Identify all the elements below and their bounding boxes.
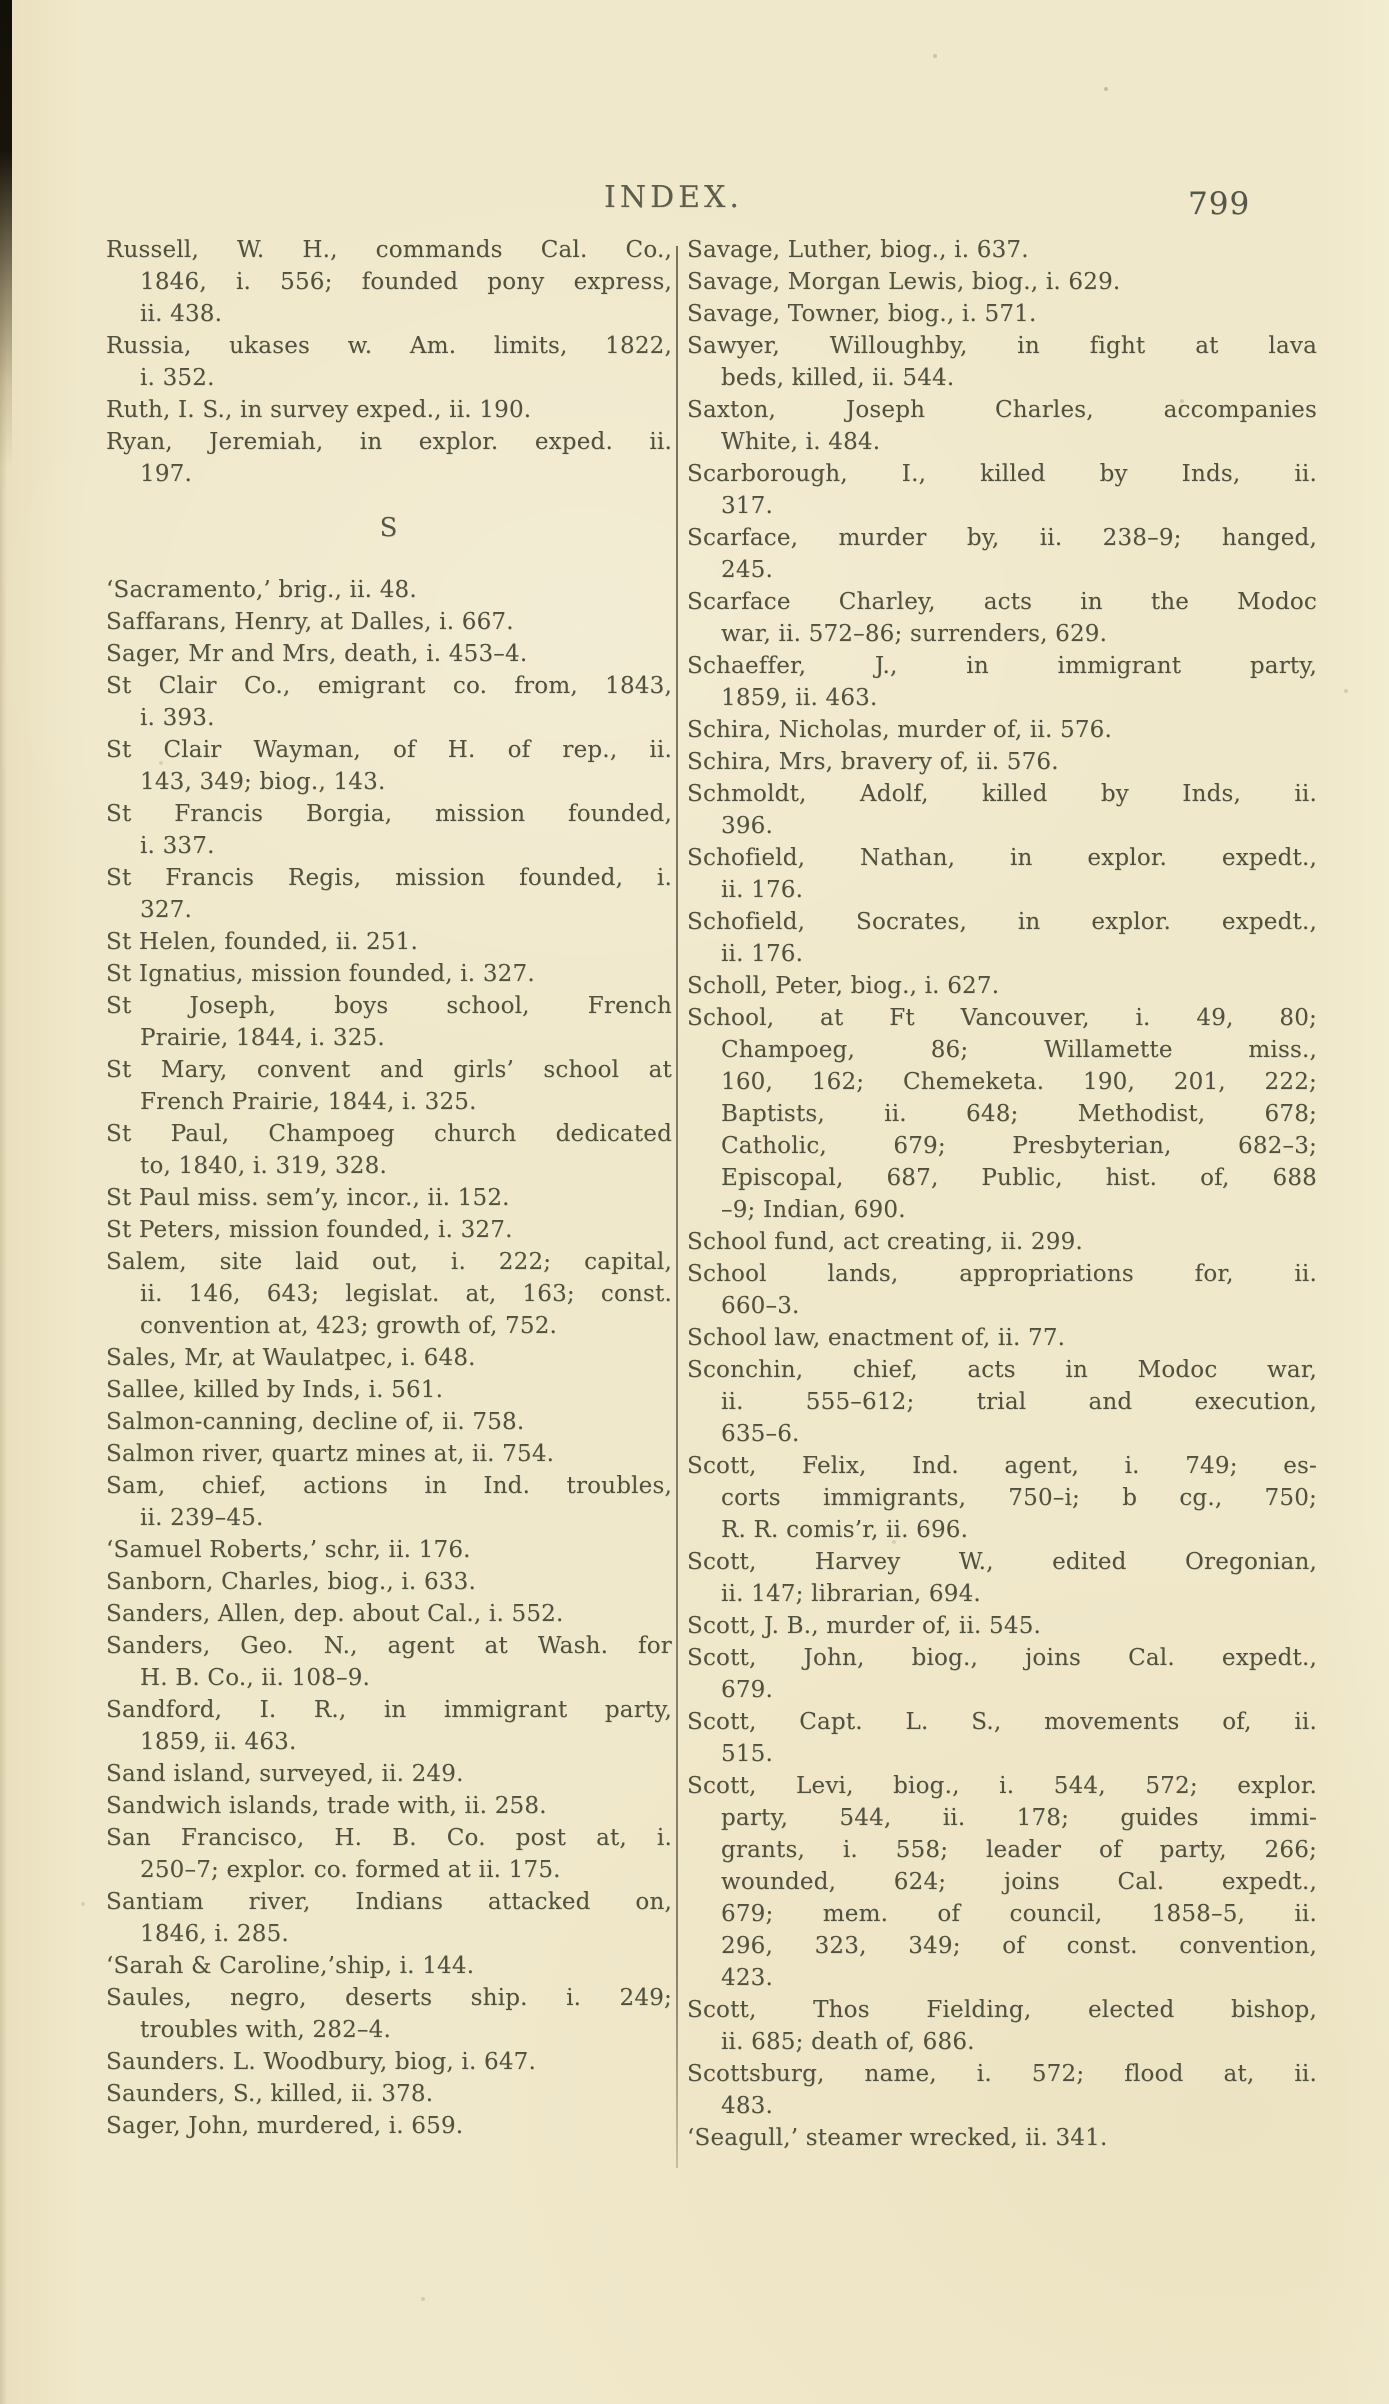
entry-line: 160, 162; Chemeketa. 190, 201, 222; — [721, 1069, 1317, 1095]
index-entry — [106, 1790, 672, 1822]
entry-line: 679; mem. of council, 1858–5, ii. — [721, 1901, 1317, 1927]
entry-line: Ruth, I. S., in survey exped., ii. 190. — [106, 397, 532, 423]
entry-line: 423. — [721, 1965, 774, 1991]
entry-line: Saffarans, Henry, at Dalles, i. 667. — [106, 609, 514, 635]
index-entry — [106, 2046, 672, 2078]
entry-line: Schmoldt, Adolf, killed by Inds, ii. — [687, 781, 1317, 807]
index-entry — [106, 394, 672, 426]
index-entry — [106, 1438, 672, 1470]
entry-line: i. 352. — [140, 365, 215, 391]
page-number: 799 — [1188, 186, 1251, 222]
entry-line: Saunders. L. Woodbury, biog, i. 647. — [106, 2049, 536, 2075]
entry-line: H. B. Co., ii. 108–9. — [140, 1665, 371, 1691]
entry-line: Scott, Harvey W., edited Oregonian, — [687, 1549, 1317, 1575]
index-entry — [687, 266, 1317, 298]
entries-s-group — [106, 574, 672, 2142]
index-entry — [687, 1354, 1317, 1450]
entry-line: Prairie, 1844, i. 325. — [140, 1025, 385, 1051]
entry-line: Sawyer, Willoughby, in fight at lava — [687, 333, 1317, 359]
entry-line: 197. — [140, 461, 193, 487]
entry-line: 660–3. — [721, 1293, 800, 1319]
index-entry — [106, 958, 672, 990]
index-entry — [687, 746, 1317, 778]
entry-line: Schira, Mrs, bravery of, ii. 576. — [687, 749, 1059, 775]
index-entry — [687, 522, 1317, 586]
index-entry — [687, 586, 1317, 650]
index-entry — [106, 734, 672, 798]
index-entry — [106, 1950, 672, 1982]
entry-line: convention at, 423; growth of, 752. — [140, 1313, 558, 1339]
entry-line: 143, 349; biog., 143. — [140, 769, 386, 795]
entry-line: ii. 239–45. — [140, 1505, 264, 1531]
entry-line: White, i. 484. — [721, 429, 881, 455]
index-entry — [106, 1694, 672, 1758]
entry-line: Saules, negro, deserts ship. i. 249; — [106, 1985, 672, 2011]
entries-group-right — [687, 234, 1317, 2154]
entry-line: Scott, Felix, Ind. agent, i. 749; es- — [687, 1453, 1317, 1479]
entry-line: Sandford, I. R., in immigrant party, — [106, 1697, 672, 1723]
index-entry — [687, 394, 1317, 458]
index-entry — [687, 458, 1317, 522]
index-entry — [106, 1822, 672, 1886]
index-entry — [106, 606, 672, 638]
index-entry — [687, 234, 1317, 266]
entry-line: ii. 176. — [721, 877, 804, 903]
index-entry — [687, 1610, 1317, 1642]
entry-line: Russia, ukases w. Am. limits, 1822, — [106, 333, 672, 359]
entry-line: French Prairie, 1844, i. 325. — [140, 1089, 477, 1115]
scan-edge-shadow — [0, 0, 12, 470]
entry-line: Scott, Capt. L. S., movements of, ii. — [687, 1709, 1317, 1735]
entry-line: ii. 146, 643; legislat. at, 163; const. — [140, 1281, 672, 1307]
entry-line: ‘Samuel Roberts,’ schr, ii. 176. — [106, 1537, 471, 1563]
entry-line: war, ii. 572–86; surrenders, 629. — [721, 621, 1108, 647]
entries-r-group — [106, 234, 672, 490]
entry-line: Champoeg, 86; Willamette miss., — [721, 1037, 1317, 1063]
entry-line: beds, killed, ii. 544. — [721, 365, 955, 391]
index-entry — [106, 426, 672, 490]
entry-line: ii. 685; death of, 686. — [721, 2029, 975, 2055]
entry-line: Catholic, 679; Presbyterian, 682–3; — [721, 1133, 1317, 1159]
entry-line: Sager, John, murdered, i. 659. — [106, 2113, 464, 2139]
entry-line: 515. — [721, 1741, 774, 1767]
index-entry — [687, 1642, 1317, 1706]
index-entry — [106, 2110, 672, 2142]
index-entry — [687, 650, 1317, 714]
entry-line: 1846, i. 285. — [140, 1921, 289, 1947]
entry-line: Scarface Charley, acts in the Modoc — [687, 589, 1317, 615]
entry-line: St Clair Wayman, of H. of rep., ii. — [106, 737, 672, 763]
entry-line: grants, i. 558; leader of party, 266; — [721, 1837, 1317, 1863]
entry-line: Salmon-canning, decline of, ii. 758. — [106, 1409, 525, 1435]
entry-line: Scarface, murder by, ii. 238–9; hanged, — [687, 525, 1317, 551]
paper-specks — [0, 0, 2, 2]
entry-line: Salem, site laid out, i. 222; capital, — [106, 1249, 672, 1275]
entry-line: St Mary, convent and girls’ school at — [106, 1057, 672, 1083]
entry-line: Savage, Towner, biog., i. 571. — [687, 301, 1037, 327]
entry-line: School, at Ft Vancouver, i. 49, 80; — [687, 1005, 1317, 1031]
entry-line: School law, enactment of, ii. 77. — [687, 1325, 1066, 1351]
entry-line: Savage, Luther, biog., i. 637. — [687, 237, 1029, 263]
entry-line: Sam, chief, actions in Ind. troubles, — [106, 1473, 672, 1499]
index-entry — [106, 862, 672, 926]
index-entry — [687, 1226, 1317, 1258]
index-entry — [106, 670, 672, 734]
entry-line: troubles with, 282–4. — [140, 2017, 391, 2043]
entry-line: Scottsburg, name, i. 572; flood at, ii. — [687, 2061, 1317, 2087]
index-entry — [687, 1770, 1317, 1994]
index-entry — [106, 1054, 672, 1118]
index-entry — [106, 574, 672, 606]
entry-line: Scott, Levi, biog., i. 544, 572; explor. — [687, 1773, 1317, 1799]
entry-line: Schofield, Nathan, in explor. expedt., — [687, 845, 1317, 871]
entry-line: ii. 176. — [721, 941, 804, 967]
index-entry — [687, 330, 1317, 394]
index-entry — [106, 1630, 672, 1694]
index-column-right — [687, 234, 1317, 2154]
entry-line: Scholl, Peter, biog., i. 627. — [687, 973, 1000, 999]
index-entry — [106, 926, 672, 958]
entry-line: corts immigrants, 750–i; b cg., 750; — [721, 1485, 1317, 1511]
entry-line: ‘Seagull,’ steamer wrecked, ii. 341. — [687, 2125, 1108, 2151]
index-entry — [106, 1566, 672, 1598]
index-entry — [687, 1322, 1317, 1354]
entry-line: 245. — [721, 557, 774, 583]
index-entry — [106, 1406, 672, 1438]
entry-line: ‘Sarah & Caroline,’ship, i. 144. — [106, 1953, 475, 1979]
entry-line: School fund, act creating, ii. 299. — [687, 1229, 1083, 1255]
entry-line: St Francis Regis, mission founded, i. — [106, 865, 672, 891]
index-entry — [106, 1534, 672, 1566]
entry-line: Scott, J. B., murder of, ii. 545. — [687, 1613, 1042, 1639]
index-entry — [106, 1470, 672, 1534]
entry-line: Sanders, Allen, dep. about Cal., i. 552. — [106, 1601, 564, 1627]
entry-line: Savage, Morgan Lewis, biog., i. 629. — [687, 269, 1121, 295]
entry-line: 679. — [721, 1677, 774, 1703]
index-entry — [687, 906, 1317, 970]
index-entry — [106, 234, 672, 330]
index-entry — [106, 990, 672, 1054]
index-entry — [106, 1374, 672, 1406]
page-title: INDEX. — [604, 180, 743, 215]
index-entry — [687, 1994, 1317, 2058]
index-entry — [106, 1758, 672, 1790]
entry-line: Sandwich islands, trade with, ii. 258. — [106, 1793, 547, 1819]
entry-line: –9; Indian, 690. — [721, 1197, 906, 1223]
entry-line: party, 544, ii. 178; guides immi- — [721, 1805, 1317, 1831]
entry-line: 1859, ii. 463. — [721, 685, 878, 711]
entry-line: Baptists, ii. 648; Methodist, 678; — [721, 1101, 1317, 1127]
entry-line: 396. — [721, 813, 774, 839]
index-entry — [687, 842, 1317, 906]
entry-line: St Paul, Champoeg church dedicated — [106, 1121, 672, 1147]
index-entry — [106, 2078, 672, 2110]
entry-line: Schaeffer, J., in immigrant party, — [687, 653, 1317, 679]
entry-line: 1846, i. 556; founded pony express, — [140, 269, 672, 295]
index-entry — [687, 2058, 1317, 2122]
index-entry — [687, 1706, 1317, 1770]
index-entry — [106, 1598, 672, 1630]
entry-line: i. 393. — [140, 705, 215, 731]
entry-line: Sallee, killed by Inds, i. 561. — [106, 1377, 444, 1403]
entry-line: St Helen, founded, ii. 251. — [106, 929, 418, 955]
entry-line: Sanders, Geo. N., agent at Wash. for — [106, 1633, 672, 1659]
section-heading-s: S — [379, 513, 399, 543]
index-entry — [106, 330, 672, 394]
index-entry — [106, 1886, 672, 1950]
entry-line: St Peters, mission founded, i. 327. — [106, 1217, 513, 1243]
entry-line: Episcopal, 687, Public, hist. of, 688 — [721, 1165, 1317, 1191]
index-entry — [687, 2122, 1317, 2154]
entry-line: St Francis Borgia, mission founded, — [106, 801, 672, 827]
entry-line: Ryan, Jeremiah, in explor. exped. ii. — [106, 429, 672, 455]
entry-line: 296, 323, 349; of const. convention, — [721, 1933, 1317, 1959]
entry-line: Scott, Thos Fielding, elected bishop, — [687, 1997, 1317, 2023]
entry-line: San Francisco, H. B. Co. post at, i. — [106, 1825, 672, 1851]
entry-line: 1859, ii. 463. — [140, 1729, 297, 1755]
entry-line: School lands, appropriations for, ii. — [687, 1261, 1317, 1287]
entry-line: 327. — [140, 897, 193, 923]
entry-line: St Joseph, boys school, French — [106, 993, 672, 1019]
entry-line: Santiam river, Indians attacked on, — [106, 1889, 672, 1915]
index-entry — [106, 1182, 672, 1214]
column-divider — [676, 246, 678, 2168]
entry-line: wounded, 624; joins Cal. expedt., — [721, 1869, 1317, 1895]
entry-line: Saxton, Joseph Charles, accompanies — [687, 397, 1317, 423]
index-entry — [687, 1258, 1317, 1322]
entry-line: Sales, Mr, at Waulatpec, i. 648. — [106, 1345, 476, 1371]
entry-line: Saunders, S., killed, ii. 378. — [106, 2081, 434, 2107]
entry-line: Russell, W. H., commands Cal. Co., — [106, 237, 672, 263]
entry-line: ‘Sacramento,’ brig., ii. 48. — [106, 577, 417, 603]
entry-line: ii. 555–612; trial and execution, — [721, 1389, 1317, 1415]
index-entry — [687, 970, 1317, 1002]
entry-line: Sconchin, chief, acts in Modoc war, — [687, 1357, 1317, 1383]
index-column-left — [106, 234, 672, 2142]
entry-line: Salmon river, quartz mines at, ii. 754. — [106, 1441, 555, 1467]
index-entry — [687, 1002, 1317, 1226]
entry-line: 483. — [721, 2093, 774, 2119]
entry-line: St Paul miss. sem’y, incor., ii. 152. — [106, 1185, 510, 1211]
entry-line: 317. — [721, 493, 774, 519]
index-entry — [106, 638, 672, 670]
index-entry — [687, 778, 1317, 842]
entry-line: Sanborn, Charles, biog., i. 633. — [106, 1569, 476, 1595]
index-entry — [106, 1246, 672, 1342]
entry-line: Schira, Nicholas, murder of, ii. 576. — [687, 717, 1113, 743]
entry-line: Scott, John, biog., joins Cal. expedt., — [687, 1645, 1317, 1671]
index-entry — [687, 298, 1317, 330]
entry-line: ii. 147; librarian, 694. — [721, 1581, 981, 1607]
entry-line: Sager, Mr and Mrs, death, i. 453–4. — [106, 641, 528, 667]
entry-line: 250–7; explor. co. formed at ii. 175. — [140, 1857, 561, 1883]
entry-line: 635–6. — [721, 1421, 800, 1447]
entry-line: Sand island, surveyed, ii. 249. — [106, 1761, 464, 1787]
entry-line: to, 1840, i. 319, 328. — [140, 1153, 387, 1179]
entry-line: Scarborough, I., killed by Inds, ii. — [687, 461, 1317, 487]
entry-line: Schofield, Socrates, in explor. expedt., — [687, 909, 1317, 935]
entry-line: i. 337. — [140, 833, 215, 859]
index-entry — [106, 1982, 672, 2046]
index-entry — [687, 1546, 1317, 1610]
entry-line: R. R. comis’r, ii. 696. — [721, 1517, 969, 1543]
entry-line: ii. 438. — [140, 301, 223, 327]
entry-line: St Ignatius, mission founded, i. 327. — [106, 961, 535, 987]
entry-line: St Clair Co., emigrant co. from, 1843, — [106, 673, 672, 699]
index-entry — [106, 1214, 672, 1246]
index-entry — [687, 1450, 1317, 1546]
index-entry — [106, 1118, 672, 1182]
index-entry — [106, 1342, 672, 1374]
index-entry — [106, 798, 672, 862]
index-entry — [687, 714, 1317, 746]
